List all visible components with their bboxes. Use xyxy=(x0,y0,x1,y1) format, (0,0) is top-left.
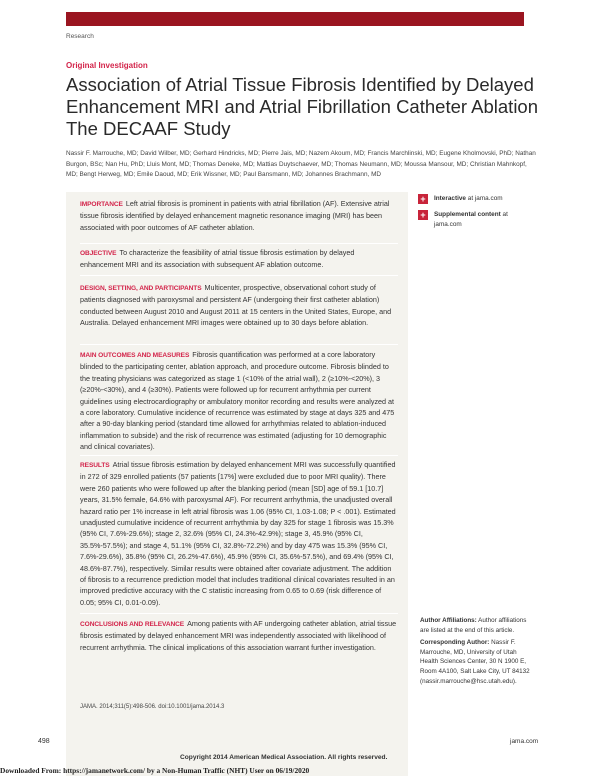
divider xyxy=(80,344,398,345)
link-rest: at jama.com xyxy=(434,211,508,228)
journal-header-bar xyxy=(66,12,524,26)
author-info xyxy=(420,616,535,686)
title-main: Association of Atrial Tissue Fibrosis Identified by Delayed Enhancement MRI and Atrial Fibrillation Catheter Ablation xyxy=(66,74,539,117)
interactive-link[interactable] xyxy=(418,194,503,204)
link-rest: at jama.com xyxy=(465,195,503,202)
divider xyxy=(80,613,398,614)
section-heading: OBJECTIVE xyxy=(80,250,117,257)
section-text: To characterize the feasibility of atrial tissue fibrosis estimation by delayed enhancement MRI and its association with subsequent AF ablation outcome. xyxy=(80,248,355,270)
divider xyxy=(80,243,398,244)
abstract-objective xyxy=(80,247,398,271)
article-type: Original Investigation xyxy=(66,61,148,70)
corresponding-label: Corresponding Author: xyxy=(420,639,490,647)
abstract-conclusions xyxy=(80,618,398,653)
footer-site[interactable]: jama.com xyxy=(510,738,539,745)
corresponding-text: Nassir F. Marrouche, MD, University of Utah Health Sciences Center, 30 N 1900 E, Room 4A100, Salt Lake City, UT 84132 (nassir.marrouche@hsc.utah.edu). xyxy=(420,639,530,685)
section-heading: DESIGN, SETTING, AND PARTICIPANTS xyxy=(80,285,202,292)
link-bold: Supplemental content xyxy=(434,211,501,218)
link-text xyxy=(434,194,503,204)
section-text: Left atrial fibrosis is prominent in patients with atrial fibrillation (AF). Extensive atrial tissue fibrosis identified by delayed enhancement magnetic resonance imaging (MRI) has been associated with poor outcomes of AF catheter ablation. xyxy=(80,199,390,232)
corresponding-author xyxy=(420,638,535,686)
plus-icon: + xyxy=(418,194,428,204)
section-heading: CONCLUSIONS AND RELEVANCE xyxy=(80,621,185,628)
section-text: Atrial tissue fibrosis estimation by delayed enhancement MRI was successfully quantified in 272 of 329 enrolled patients (57 patients [17%] were excluded due to poor MRI quality). There were 260 patients who were followed up after the blanking period (mean [SD] age of 59.1 [10.7] years, 31.5% female, 64.6% with paroxysmal AF). For recurrent arrhythmia, the unadjusted overall hazard ratio per 1% increase in left atrial fibrosis was 1.06 (95% CI, 1.03-1.08; P < .001). Estimated unadjusted cumulative incidence of recurrent arrhythmia by day 325 for stage 1 fibrosis was 15.3% (95% CI, 7.6%-29.6%); stage 2, 32.6% (95% CI, 24.3%-42.9%); stage 3, 45.9% (95% CI, 35.5%-57.5%); and stage 4, 51.1% (95% CI, 32.8%-72.2%) and by day 475 was 15.3% (95% CI, 7.6%-29.6%), 35.8% (95% CI, 26.2%-47.6%), 45.9% (95% CI, 35.6%-57.5%), and 69.4% (95% CI, 48.6%-87.7%), respectively. Similar results were obtained after covariate adjustment. The addition of fibrosis to a recurrence prediction model that includes traditional clinical covariates resulted in an improved predictive accuracy with the C statistic increasing from 0.65 to 0.69 (risk difference of 0.05; 95% CI, 0.01-0.09). xyxy=(80,460,396,607)
section-label: Research xyxy=(66,33,94,40)
section-text: Multicenter, prospective, observational cohort study of patients diagnosed with paroxysmal and persistent AF (undergoing their first catheter ablation) conducted between August 2010 and August 2011 at 15 centers in the United States, Europe, and Australia. Delayed enhancement MRI images were obtained up to 30 days before ablation. xyxy=(80,283,392,328)
divider xyxy=(80,275,398,276)
copyright: Copyright 2014 American Medical Association. All rights reserved. xyxy=(180,754,388,761)
abstract-results xyxy=(80,459,398,608)
article-title xyxy=(66,74,566,140)
abstract-design xyxy=(80,282,398,329)
link-bold: Interactive xyxy=(434,195,466,202)
divider xyxy=(80,455,398,456)
affiliations-label: Author Affiliations: xyxy=(420,617,477,624)
author-list: Nassir F. Marrouche, MD; David Wilber, MD; Gerhard Hindricks, MD; Pierre Jais, MD; Nazem Akoum, MD; Francis Marchlinski, MD; Eugene Kholmovski, PhD; Nathan Burgon, BSc; Nan Hu, PhD; Lluis Mont, MD; Thomas Deneke, MD; Mattias Duytschaever, MD; Thomas Neumann, MD; Moussa Mansour, MD; Christian Mahnkopf, MD; Bengt Herweg, MD; Emile Daoud, MD; Erik Wissner, MD; Paul Bansmann, MD; Johannes Brachmann, MD xyxy=(66,150,536,178)
plus-icon: + xyxy=(418,210,428,220)
section-text: Fibrosis quantification was performed at a core laboratory blinded to the participating center, ablation approach, and procedure outcome. Fibrosis blinded to the treating physicians was categorized as stage 1 (<10% of the atrial wall), 2 (≥10%-<20%), 3 (≥20%-<30%), and 4 (≥30%). Patients were followed up for recurrent arrhythmia per current guidelines using electrocardiography or ambulatory monitor recording and results were analyzed at a core laboratory. Cumulative incidence of recurrence was estimated by stage at days 325 and 475 after a 90-day blanking period (standard time allowed for arrhythmias related to ablation-induced inflammation to subside) and the risk of recurrence was estimated (adjusting for 10 demographic and clinical covariates). xyxy=(80,350,395,452)
abstract-importance xyxy=(80,198,398,233)
citation: JAMA. 2014;311(5):498-506. doi:10.1001/jama.2014.3 xyxy=(80,704,225,710)
section-heading: RESULTS xyxy=(80,462,110,469)
abstract-outcomes xyxy=(80,349,398,453)
page-number: 498 xyxy=(38,738,50,745)
section-heading: IMPORTANCE xyxy=(80,201,123,208)
download-note: Downloaded From: https://jamanetwork.com/ by a Non-Human Traffic (NHT) User on 06/19/2020 xyxy=(0,766,310,775)
section-heading: MAIN OUTCOMES AND MEASURES xyxy=(80,352,190,359)
affiliations-text: Author affiliations are listed at the end of this article. xyxy=(420,617,527,634)
section-text: Among patients with AF undergoing catheter ablation, atrial tissue fibrosis estimated by delayed enhancement MRI was independently associated with likelihood of recurrent arrhythmia. The clinical implications of this association warrant further investigation. xyxy=(80,619,397,652)
link-text xyxy=(434,210,508,230)
title-subtitle: The DECAAF Study xyxy=(66,118,231,139)
supplemental-link[interactable] xyxy=(418,210,508,230)
author-affiliations xyxy=(420,616,535,635)
